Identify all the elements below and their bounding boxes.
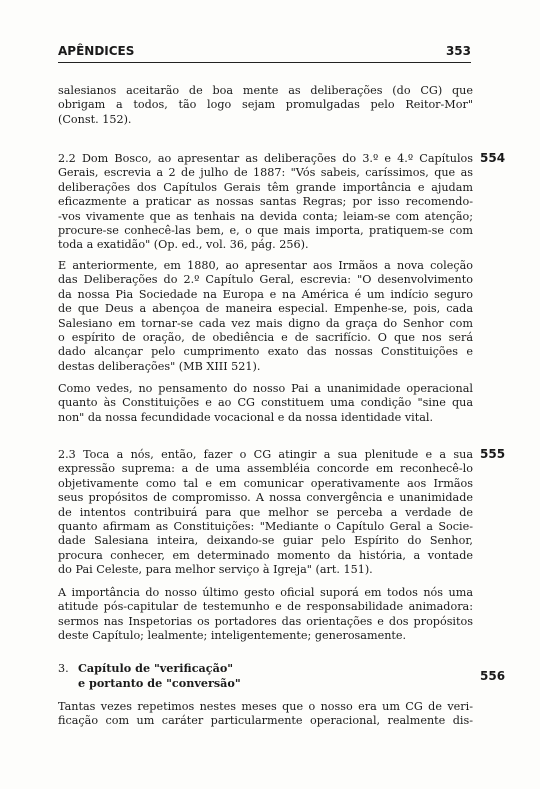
text-line: seus propósitos de compromisso. A nossa convergência e unanimidade [58, 491, 473, 505]
paragraph-como-vedes [58, 382, 473, 425]
paragraph-tantas-vezes [58, 700, 473, 729]
text-line: da nossa Pia Sociedade na Europa e na América é um indício seguro [58, 287, 473, 301]
text-line: o espírito de oração, de obediência e de sacrifício. O que nos será [58, 331, 473, 345]
text-line: quanto afirmam as Constituições: "Mediante o Capítulo Geral a Socie- [58, 520, 473, 534]
text-line: do Pai Celeste, para melhor serviço à Igreja" (art. 151). [58, 563, 373, 577]
text-line: toda a exatidão" (Op. ed., vol. 36, pág. 256). [58, 238, 309, 252]
text-line: sermos nas Inspetorias os portadores das orientações e dos propósitos [58, 614, 473, 628]
text-line: destas deliberações" (MB XIII 521). [58, 359, 261, 373]
text-line: ficação com um caráter particularmente operacional, realmente dis- [58, 714, 473, 728]
section-heading-line-1 [58, 661, 358, 676]
text-line: 2.3 Toca a nós, então, fazer o CG atingir a sua plenitude e a sua [58, 448, 473, 461]
text-line: Salesiano em tornar-se cada vez mais digno da graça do Senhor com [58, 316, 473, 330]
section-title-line-2: e portanto de "conversão" [78, 676, 241, 691]
header-rule [58, 62, 471, 63]
text-line: objetivamente como tal e em comunicar operativamente aos Irmãos [58, 476, 473, 490]
text-line: (Const. 152). [58, 112, 132, 126]
text-line: procura conhecer, em determinado momento da história, a vontade [58, 548, 473, 562]
text-line: dade Salesiana inteira, deixando-se guiar pelo Espírito do Senhor, [58, 534, 473, 548]
text-line: de que Deus a abençoa de maneira especial. Empenhe-se, pois, cada [58, 302, 473, 316]
paragraph-2-3 [58, 448, 473, 578]
text-line: eficazmente a praticar as nossas santas Regras; por isso recomendo- [58, 195, 473, 209]
text-line: Tantas vezes repetimos nestes meses que o nosso era um CG de veri- [58, 700, 473, 713]
page-number: 353 [445, 44, 471, 58]
paragraph-importancia [58, 586, 473, 644]
text-line: dado alcançar pelo cumprimento exato das nossas Constituições e [58, 345, 473, 359]
running-header [58, 44, 471, 58]
section-number: 3. [58, 662, 69, 675]
text-line: obrigam a todos, tão logo sejam promulgadas pelo Reitor-Mor" [58, 98, 473, 112]
text-line: deliberações dos Capítulos Gerais têm grande importância e ajudam [58, 180, 473, 194]
text-line: de intentos contribuirá para que melhor se perceba a verdade de [58, 505, 473, 519]
text-line: -vos vivamente que as tenhais na devida conta; leiam-se com atenção; [58, 209, 473, 223]
margin-number-555: 555 [480, 447, 506, 461]
text-line: salesianos aceitarão de boa mente as deliberações (do CG) que [58, 84, 473, 97]
text-line: expressão suprema: a de uma assembléia concorde em reconhecê-lo [58, 462, 473, 476]
text-line: Como vedes, no pensamento do nosso Pai a unanimidade operacional [58, 382, 473, 395]
section-3-heading [58, 661, 358, 691]
text-line: Gerais, escrevia a 2 de julho de 1887: "Vós sabeis, caríssimos, que as [58, 166, 473, 180]
text-line: 2.2 Dom Bosco, ao apresentar as deliberações do 3.º e 4.º Capítulos [58, 152, 473, 165]
text-line: deste Capítulo; lealmente; inteligentemente; generosamente. [58, 629, 407, 643]
paragraph-2-2 [58, 152, 473, 253]
paragraph-continuation [58, 84, 473, 127]
margin-number-556: 556 [480, 669, 506, 683]
paragraph-1880 [58, 259, 473, 374]
margin-number-554: 554 [480, 151, 506, 165]
text-line: procure-se conhecê-las bem, e, o que mais importa, pratiquem-se com [58, 224, 473, 238]
text-line: non" da nossa fecundidade vocacional e da nossa identidade vital. [58, 410, 434, 424]
section-title-line-1: Capítulo de "verificação" [78, 661, 234, 675]
text-line: quanto às Constituições e ao CG constituem uma condição "sine qua [58, 396, 473, 410]
text-line: atitude pós-capitular de testemunho e de responsabilidade animadora: [58, 600, 473, 614]
text-line: E anteriormente, em 1880, ao apresentar aos Irmãos a nova coleção [58, 259, 473, 272]
text-line: das Deliberações do 2.º Capítulo Geral, escrevia: "O desenvolvimento [58, 273, 473, 287]
text-line: A importância do nosso último gesto oficial suporá em todos nós uma [58, 586, 473, 599]
header-title: APÊNDICES [58, 44, 135, 58]
